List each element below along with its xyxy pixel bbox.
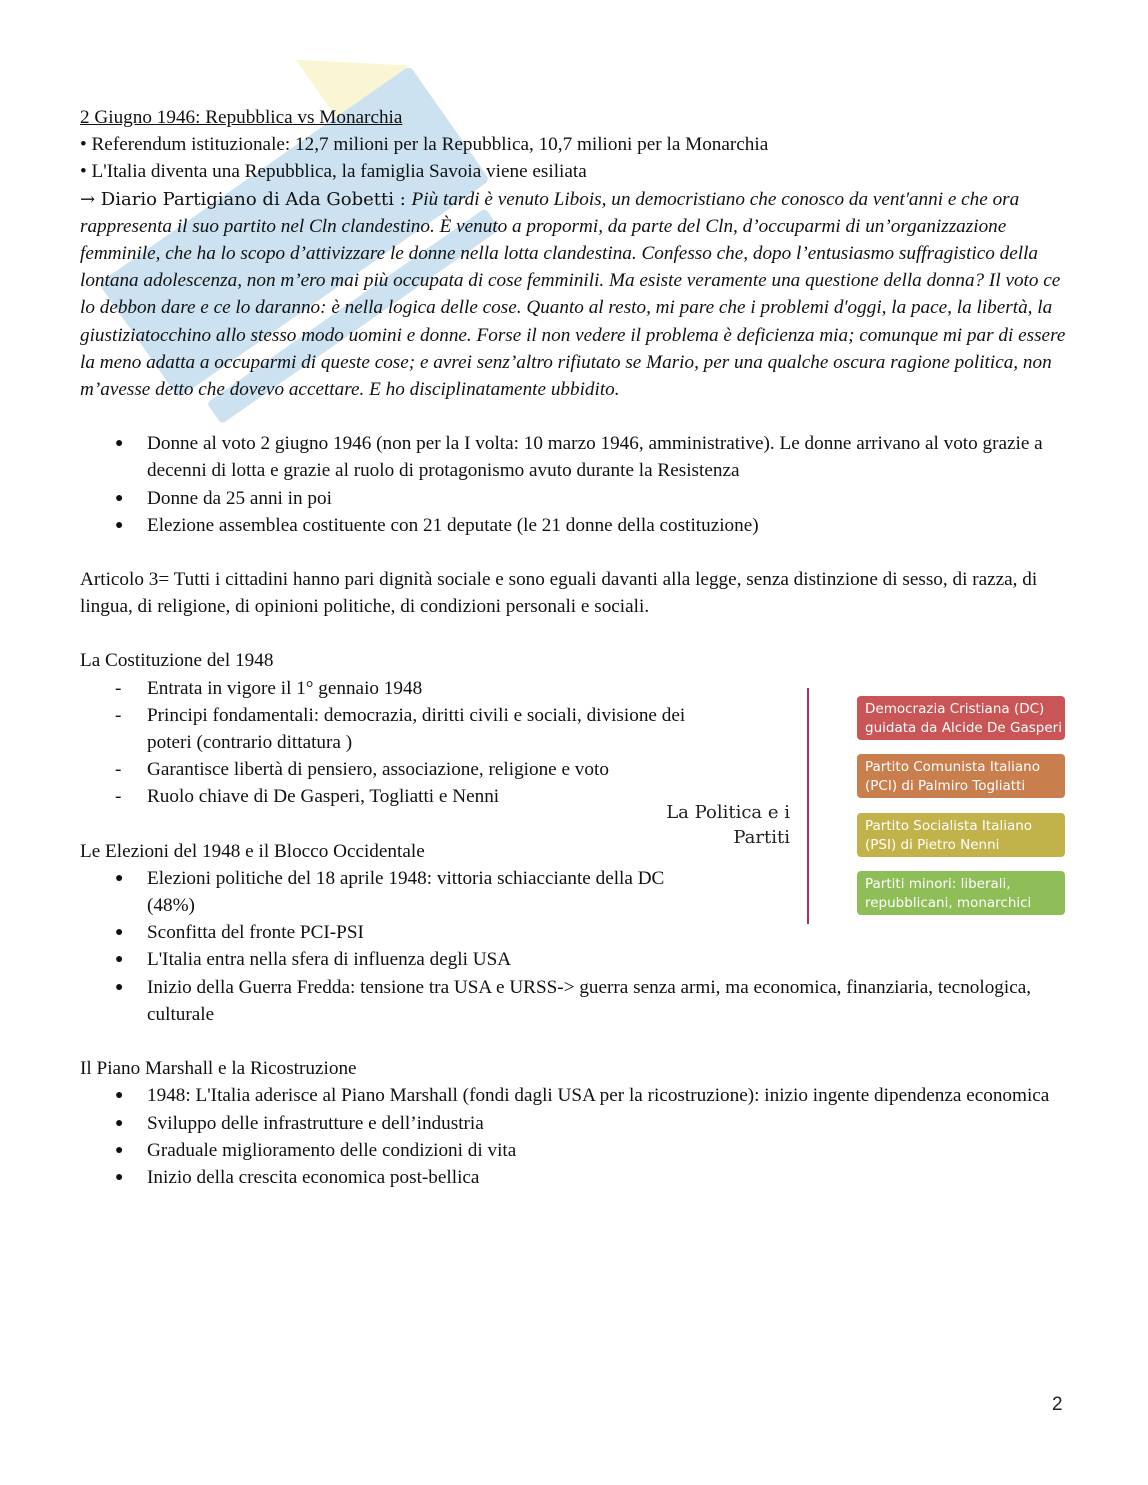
republic-line: • L'Italia diventa una Repubblica, la famiglia Savoia viene esiliata	[80, 161, 587, 183]
list-item: ● Elezioni politiche del 18 aprile 1948: vittoria schiacciante della DC (48%)	[147, 865, 707, 919]
list-item: ● Donne da 25 anni in poi	[147, 485, 1070, 512]
parties-diagram	[660, 688, 1080, 928]
diary-label: → Diario Partigiano di Ada Gobetti :	[80, 188, 412, 210]
list-item: - Principi fondamentali: democrazia, diritti civili e sociali, divisione dei poteri (contrario dittatura )	[147, 702, 707, 756]
party-box-dc: Democrazia Cristiana (DC) guidata da Alcide De Gasperi	[857, 696, 1065, 740]
list-item: ● Donne al voto 2 giugno 1946 (non per la I volta: 10 marzo 1946, amministrative). Le donne arrivano al voto grazie a decenni di lotta e grazie al ruolo di protagonismo avuto durante la Resistenza	[147, 430, 1070, 484]
party-box-pci: Partito Comunista Italiano (PCI) di Palmiro Togliatti	[857, 754, 1065, 798]
diary-quote-paragraph	[80, 186, 1070, 404]
referendum-line: • Referendum istituzionale: 12,7 milioni per la Repubblica, 10,7 milioni per la Monarchia	[80, 134, 769, 156]
diagram-title: La Politica e i Partiti	[666, 802, 790, 848]
list-item: ● L'Italia entra nella sfera di influenza degli USA	[147, 946, 1070, 973]
list-item: ● 1948: L'Italia aderisce al Piano Marshall (fondi dagli USA per la ricostruzione): inizio ingente dipendenza economica	[147, 1082, 1070, 1109]
list-item: ● Inizio della Guerra Fredda: tensione tra USA e URSS-> guerra senza armi, ma economica, finanziaria, tecnologica, culturale	[147, 974, 1070, 1028]
section-title-elections: Le Elezioni del 1948 e il Blocco Occidentale	[80, 840, 425, 862]
list-item: ● Elezione assemblea costituente con 21 deputate (le 21 donne della costituzione)	[147, 512, 1070, 539]
section-title-marshall: Il Piano Marshall e la Ricostruzione	[80, 1058, 357, 1080]
diagram-divider	[807, 688, 809, 924]
page-number: 2	[1052, 1394, 1063, 1415]
list-item: - Ruolo chiave di De Gasperi, Togliatti e Nenni	[147, 783, 707, 810]
list-item: ● Graduale miglioramento delle condizioni di vita	[147, 1137, 1070, 1164]
marshall-list	[80, 1082, 1070, 1191]
list-item: ● Sviluppo delle infrastrutture e dell’industria	[147, 1110, 1070, 1137]
party-box-minor: Partiti minori: liberali, repubblicani, monarchici	[857, 871, 1065, 915]
section-title-constitution: La Costituzione del 1948	[80, 650, 274, 672]
section-title-referendum: 2 Giugno 1946: Repubblica vs Monarchia	[80, 107, 403, 128]
party-box-psi: Partito Socialista Italiano (PSI) di Pietro Nenni	[857, 813, 1065, 857]
document-body	[80, 104, 1070, 1191]
constitution-list	[80, 675, 707, 811]
women-vote-list	[80, 430, 1070, 539]
list-item: - Entrata in vigore il 1° gennaio 1948	[147, 675, 707, 702]
list-item: ● Inizio della crescita economica post-bellica	[147, 1164, 1070, 1191]
article-3: Articolo 3= Tutti i cittadini hanno pari dignità sociale e sono eguali davanti alla legge, senza distinzione di sesso, di razza, di lingua, di religione, di opinioni politiche, di condizioni personali e sociali.	[80, 569, 1038, 618]
list-item: - Garantisce libertà di pensiero, associazione, religione e voto	[147, 756, 707, 783]
diary-quote: Più tardi è venuto Libois, un democristiano che conosco da vent'anni e che ora rappresenta il suo partito nel Cln clandestino. È venuto a propormi, da parte del Cln, d’occuparmi di un’organizzazione femminile, che ha lo scopo d’attivizzare le donne nella lotta clandestina. Confesso che, dopo l’entusiasmo suffragistico della lontana adolescenza, non m’ero mai più occupata di cose femminili. Ma esiste veramente una questione della donna? Il voto ce lo debbon dare e ce lo daranno: è nella logica delle cose. Quanto al resto, mi pare che i problemi d'oggi, la pace, la libertà, la giustiziatocchino allo stesso modo uomini e donne. Forse il non vedere il problema è deficienza mia; comunque mi par di essere la meno adatta a occuparmi di queste cose; e avrei senz’altro rifiutato se Mario, per una qualche oscura ragione politica, non m’avesse detto che dovevo accettare. E ho disciplinatamente ubbidito.	[80, 188, 1066, 401]
list-item: ● Sconfitta del fronte PCI-PSI	[147, 919, 1070, 946]
